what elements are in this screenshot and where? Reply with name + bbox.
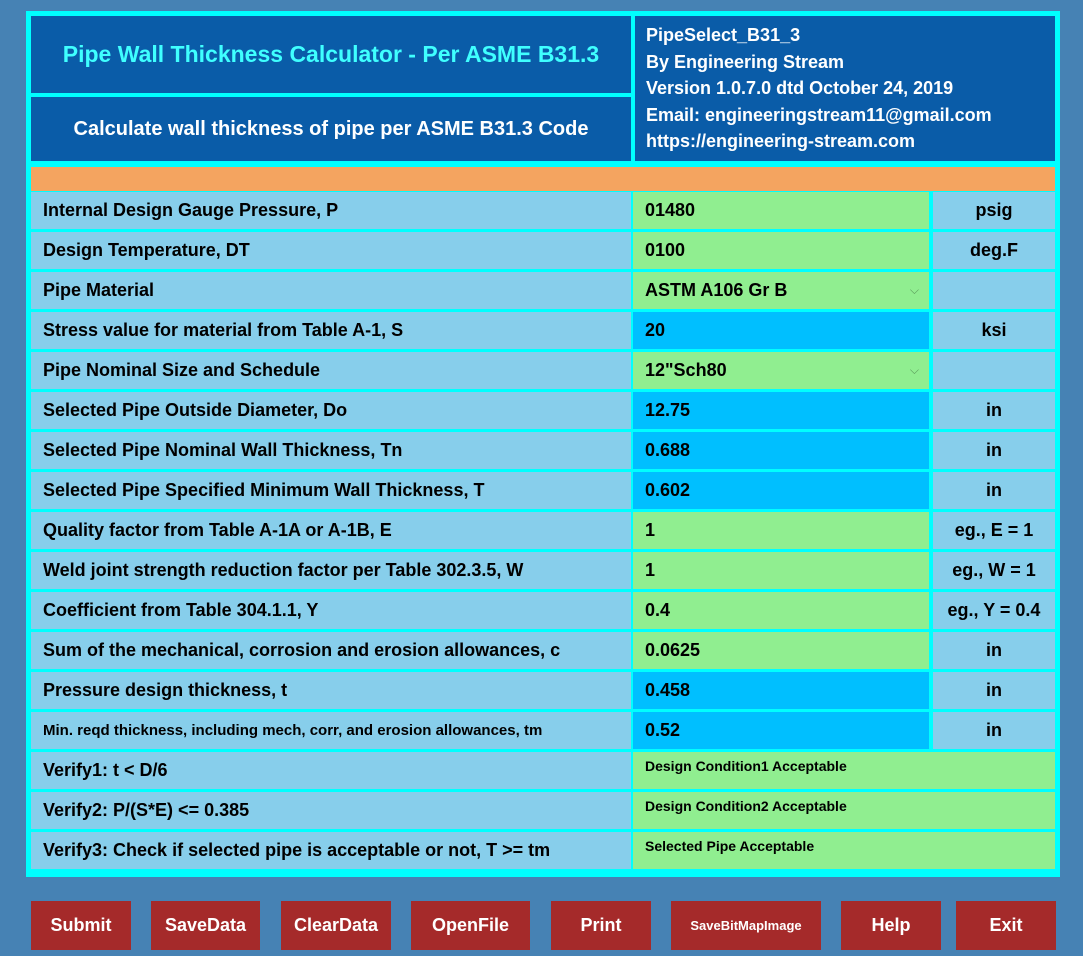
size-schedule-value: 12"Sch80	[645, 360, 727, 380]
save-bitmap-image-button[interactable]: SaveBitMapImage	[671, 901, 821, 950]
weld-factor-value: 1	[645, 560, 656, 580]
row-unit-weld-factor: eg., W = 1	[933, 552, 1055, 589]
nominal-wall-output	[633, 432, 929, 469]
quality-factor-value: 1	[645, 520, 656, 540]
verify2-label: Verify2: P/(S*E) <= 0.385	[31, 792, 631, 829]
pressure-value: 01480	[645, 200, 696, 220]
row-label-quality-factor: Quality factor from Table A-1A or A-1B, E	[31, 512, 631, 549]
material-value: ASTM A106 Gr B	[645, 280, 788, 300]
temperature-value: 0100	[645, 240, 686, 260]
verify1-label: Verify1: t < D/6	[31, 752, 631, 789]
pressure-thickness-value: 0.458	[645, 680, 691, 700]
nominal-wall-value: 0.688	[645, 440, 691, 460]
row-label-pressure: Internal Design Gauge Pressure, P	[31, 192, 631, 229]
outside-diameter-output	[633, 392, 929, 429]
required-thickness-output	[633, 712, 929, 749]
exit-button[interactable]: Exit	[956, 901, 1056, 950]
app-website: https://engineering-stream.com	[646, 131, 916, 152]
verify3-result: Selected Pipe Acceptable	[633, 832, 1055, 869]
row-unit-allowances: in	[933, 632, 1055, 669]
material-select[interactable]	[633, 272, 929, 309]
chevron-down-icon: ⌵	[909, 363, 919, 377]
open-file-button[interactable]: OpenFile	[411, 901, 530, 950]
row-label-material: Pipe Material	[31, 272, 631, 309]
row-unit-quality-factor: eg., E = 1	[933, 512, 1055, 549]
pressure-input[interactable]	[633, 192, 929, 229]
row-label-weld-factor: Weld joint strength reduction factor per Table 302.3.5, W	[31, 552, 631, 589]
save-data-button[interactable]: SaveData	[151, 901, 260, 950]
allowances-value: 0.0625	[645, 640, 701, 660]
row-label-temperature: Design Temperature, DT	[31, 232, 631, 269]
row-unit-outside-diameter: in	[933, 392, 1055, 429]
row-unit-min-wall: in	[933, 472, 1055, 509]
app-subtitle: Calculate wall thickness of pipe per ASME B31.3 Code	[31, 97, 631, 161]
app-version: Version 1.0.7.0 dtd October 24, 2019	[646, 78, 954, 99]
coefficient-y-input[interactable]	[633, 592, 929, 629]
row-unit-coefficient-y: eg., Y = 0.4	[933, 592, 1055, 629]
weld-factor-input[interactable]	[633, 552, 929, 589]
row-label-size-schedule: Pipe Nominal Size and Schedule	[31, 352, 631, 389]
quality-factor-input[interactable]	[633, 512, 929, 549]
row-unit-stress: ksi	[933, 312, 1055, 349]
row-label-min-wall: Selected Pipe Specified Minimum Wall Thickness, T	[31, 472, 631, 509]
row-unit-size-schedule	[933, 352, 1055, 389]
row-label-nominal-wall: Selected Pipe Nominal Wall Thickness, Tn	[31, 432, 631, 469]
chevron-down-icon: ⌵	[909, 283, 919, 297]
temperature-input[interactable]	[633, 232, 929, 269]
row-label-pressure-thickness: Pressure design thickness, t	[31, 672, 631, 709]
app-info	[635, 16, 1055, 161]
verify2-result: Design Condition2 Acceptable	[633, 792, 1055, 829]
required-thickness-value: 0.52	[645, 720, 681, 740]
pressure-thickness-output	[633, 672, 929, 709]
app-name: PipeSelect_B31_3	[646, 25, 801, 46]
section-separator	[31, 167, 1055, 191]
row-unit-nominal-wall: in	[933, 432, 1055, 469]
calculator-panel	[26, 11, 1060, 877]
row-unit-temperature: deg.F	[933, 232, 1055, 269]
verify1-result: Design Condition1 Acceptable	[633, 752, 1055, 789]
verify3-label: Verify3: Check if selected pipe is acceptable or not, T >= tm	[31, 832, 631, 869]
help-button[interactable]: Help	[841, 901, 941, 950]
coefficient-y-value: 0.4	[645, 600, 671, 620]
allowances-input[interactable]	[633, 632, 929, 669]
row-label-outside-diameter: Selected Pipe Outside Diameter, Do	[31, 392, 631, 429]
size-schedule-select[interactable]	[633, 352, 929, 389]
row-unit-pressure-thickness: in	[933, 672, 1055, 709]
row-label-allowances: Sum of the mechanical, corrosion and erosion allowances, c	[31, 632, 631, 669]
app-email: Email: engineeringstream11@gmail.com	[646, 104, 992, 125]
stress-value: 20	[645, 320, 666, 340]
min-wall-value: 0.602	[645, 480, 691, 500]
clear-data-button[interactable]: ClearData	[281, 901, 391, 950]
row-label-required-thickness: Min. reqd thickness, including mech, corr, and erosion allowances, tm	[31, 712, 631, 749]
app-author: By Engineering Stream	[646, 51, 845, 72]
submit-button[interactable]: Submit	[31, 901, 131, 950]
row-unit-required-thickness: in	[933, 712, 1055, 749]
row-unit-pressure: psig	[933, 192, 1055, 229]
stress-output	[633, 312, 929, 349]
row-unit-material	[933, 272, 1055, 309]
print-button[interactable]: Print	[551, 901, 651, 950]
row-label-stress: Stress value for material from Table A-1, S	[31, 312, 631, 349]
min-wall-output	[633, 472, 929, 509]
row-label-coefficient-y: Coefficient from Table 304.1.1, Y	[31, 592, 631, 629]
outside-diameter-value: 12.75	[645, 400, 691, 420]
app-title: Pipe Wall Thickness Calculator - Per ASME B31.3	[31, 16, 631, 93]
